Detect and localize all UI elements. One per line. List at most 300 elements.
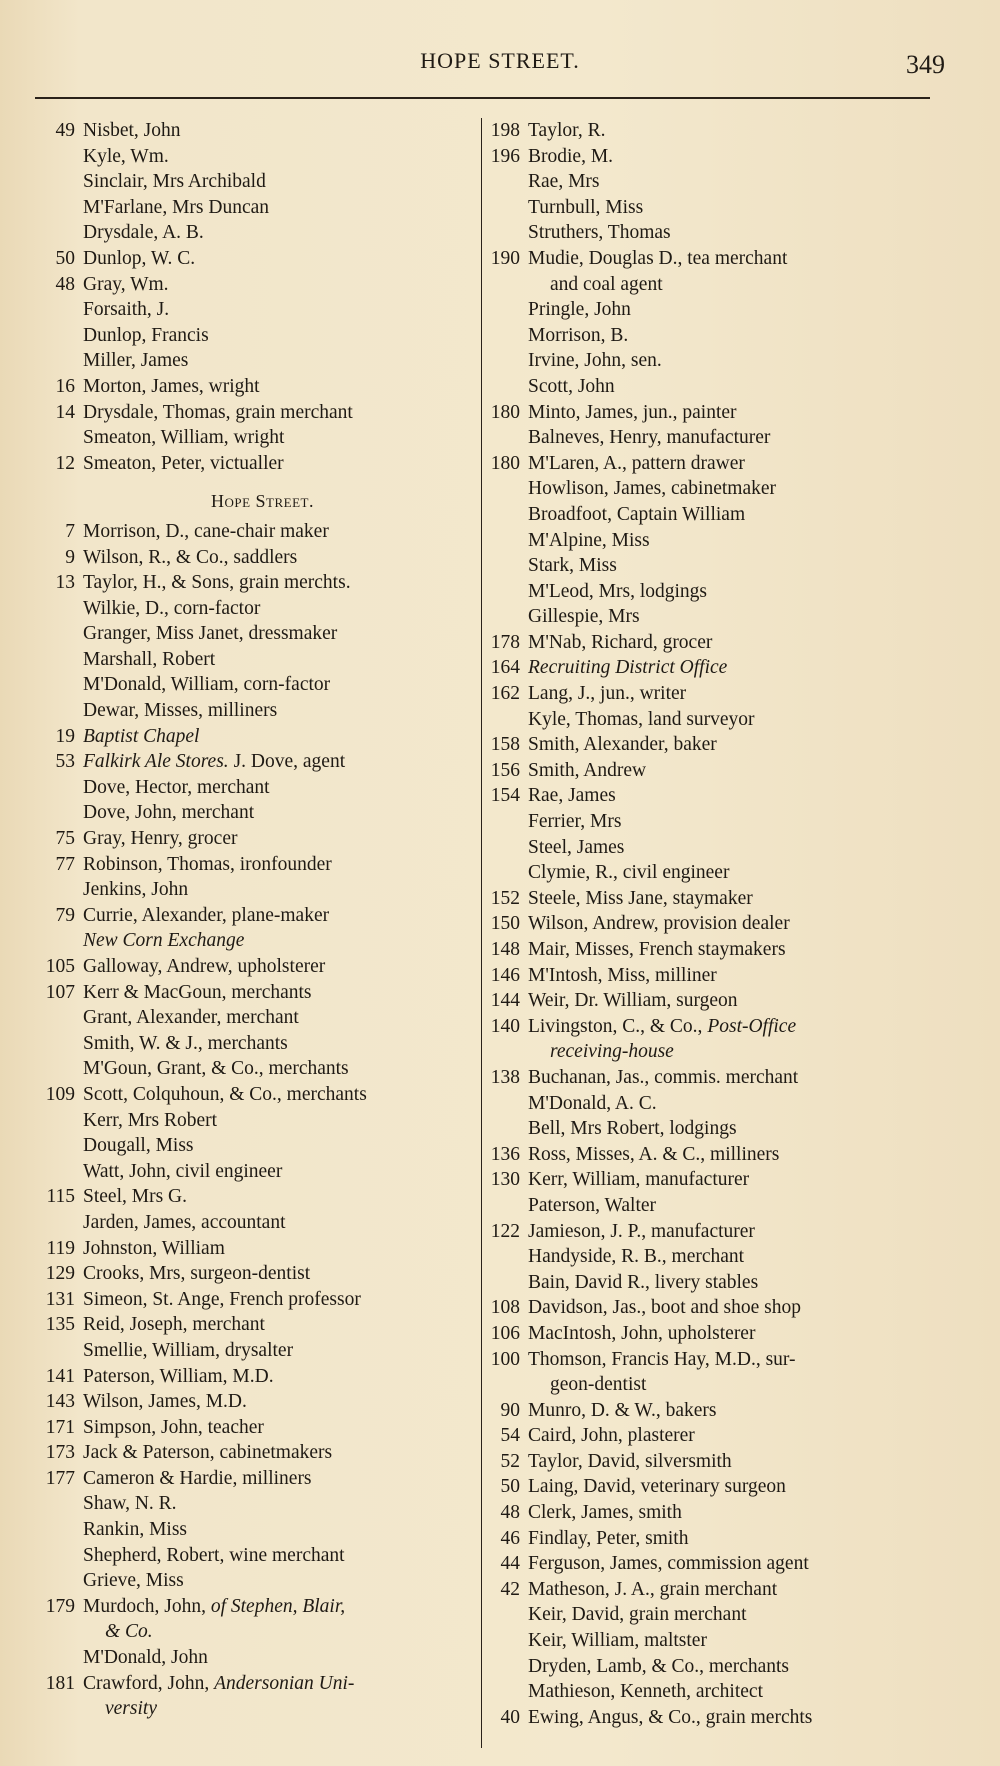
entry-text	[75, 1594, 345, 1620]
entry-name: Steel, Mrs G.	[83, 1186, 187, 1208]
entry-name: Paterson, Walter	[528, 1194, 657, 1216]
entry-name: Gray, Henry, grocer	[83, 828, 238, 850]
column-divider	[481, 118, 482, 1748]
directory-entry	[485, 348, 925, 374]
street-number: 106	[490, 1322, 520, 1344]
entry-name: Brodie, M.	[528, 145, 614, 167]
directory-entry	[485, 655, 925, 681]
entry-text	[520, 1116, 737, 1142]
directory-entry	[30, 118, 475, 144]
entry-name: New Corn Exchange	[83, 930, 245, 952]
entry-text	[520, 1321, 755, 1347]
entry-text	[520, 758, 646, 784]
entry-text	[520, 1474, 786, 1500]
directory-entry	[485, 220, 925, 246]
directory-entry	[485, 1347, 925, 1373]
entry-name: Murdoch, John,	[83, 1595, 211, 1617]
directory-entry	[485, 860, 925, 886]
directory-entry	[30, 1619, 475, 1645]
entry-text	[75, 980, 312, 1006]
entry-name: Grieve, Miss	[83, 1570, 184, 1592]
street-number: 179	[45, 1595, 75, 1617]
entry-italic-text: Andersonian Uni-	[214, 1672, 355, 1694]
entry-name: Pringle, John	[528, 299, 631, 321]
entry-text	[75, 724, 199, 750]
entry-name: Thomson, Francis Hay, M.D., sur-	[528, 1348, 796, 1370]
entry-text	[520, 118, 605, 144]
entry-text	[75, 1491, 177, 1517]
directory-entry	[30, 1517, 475, 1543]
directory-entry	[485, 374, 925, 400]
street-number: 190	[490, 247, 520, 269]
entry-text	[520, 144, 613, 170]
entry-text	[520, 1500, 682, 1526]
right-column	[485, 118, 925, 1730]
entry-text	[520, 1654, 789, 1680]
entry-text	[520, 604, 640, 630]
directory-entry	[30, 1543, 475, 1569]
entry-text	[75, 1184, 187, 1210]
entry-text	[75, 1671, 354, 1697]
directory-entry	[485, 1295, 925, 1321]
entry-name: Watt, John, civil engineer	[83, 1160, 283, 1182]
entry-text	[75, 596, 260, 622]
entry-text	[520, 937, 786, 963]
street-number: 196	[490, 145, 520, 167]
entry-italic-text: Falkirk Ale Stores.	[83, 751, 229, 773]
entry-text	[520, 297, 631, 323]
directory-entry	[30, 852, 475, 878]
directory-entry	[485, 1500, 925, 1526]
street-number: 177	[45, 1467, 75, 1489]
entry-text	[520, 1577, 777, 1603]
street-number: 198	[490, 120, 520, 141]
entry-name: Dryden, Lamb, & Co., merchants	[528, 1655, 790, 1677]
entry-text	[75, 1517, 187, 1543]
entry-name: Galloway, Andrew, upholsterer	[83, 956, 326, 977]
directory-entry	[485, 1628, 925, 1654]
entry-text	[520, 988, 738, 1014]
street-number: 152	[490, 887, 520, 909]
entry-text	[75, 348, 188, 374]
entry-text	[75, 800, 254, 826]
entry-name: Livingston, C., & Co.,	[528, 1015, 708, 1037]
entry-text	[520, 425, 770, 451]
street-number: 105	[45, 956, 75, 977]
directory-entry	[485, 911, 925, 937]
entry-text	[75, 1005, 299, 1031]
street-number: 9	[65, 546, 75, 568]
directory-entry	[30, 323, 475, 349]
directory-entry	[485, 144, 925, 170]
entry-text	[75, 1568, 184, 1594]
entry-name: M'Intosh, Miss, milliner	[528, 964, 717, 986]
entry-name: Ross, Misses, A. & C., milliners	[528, 1143, 780, 1165]
directory-entry	[30, 1082, 475, 1108]
entry-text	[75, 374, 260, 400]
directory-entry	[30, 1005, 475, 1031]
entry-name: M'Alpine, Miss	[528, 529, 650, 551]
directory-entry	[485, 118, 925, 144]
entry-name: Irvine, John, sen.	[528, 350, 662, 372]
entry-text	[75, 1261, 310, 1287]
directory-entry	[485, 1270, 925, 1296]
entry-name: Crooks, Mrs, surgeon-dentist	[83, 1263, 311, 1285]
directory-entry	[30, 1261, 475, 1287]
entry-name: Smeaton, Peter, victualler	[83, 452, 284, 474]
entry-name: Keir, David, grain merchant	[528, 1604, 747, 1626]
entry-text	[75, 1031, 288, 1057]
directory-entry	[485, 963, 925, 989]
directory-entry	[485, 400, 925, 426]
entry-name: Balneves, Henry, manufacturer	[528, 427, 771, 449]
directory-entry	[30, 749, 475, 775]
directory-entry	[30, 1594, 475, 1620]
entry-text	[75, 1056, 349, 1082]
directory-entry	[30, 1056, 475, 1082]
entry-text	[75, 1210, 286, 1236]
entry-text	[520, 272, 663, 298]
entry-text	[520, 1295, 801, 1321]
entry-name: Ewing, Angus, & Co., grain merchts	[528, 1706, 813, 1728]
street-number: 178	[490, 631, 520, 653]
directory-entry	[30, 1645, 475, 1671]
entry-text	[75, 323, 209, 349]
directory-entry	[30, 877, 475, 903]
entry-text	[75, 1645, 208, 1671]
entry-text	[75, 400, 353, 426]
entry-text	[520, 835, 624, 861]
street-number: 158	[490, 734, 520, 756]
directory-entry	[485, 1219, 925, 1245]
entry-name: Taylor, R.	[528, 120, 606, 141]
entry-text	[520, 1551, 809, 1577]
directory-entry	[485, 732, 925, 758]
directory-entry	[30, 374, 475, 400]
directory-entry	[30, 1440, 475, 1466]
directory-entry	[485, 1602, 925, 1628]
entry-text	[75, 1619, 153, 1645]
entry-name: Ferrier, Mrs	[528, 811, 622, 833]
street-number: 162	[490, 683, 520, 705]
entry-name: & Co.	[105, 1621, 153, 1643]
page-number: 349	[906, 50, 945, 79]
entry-text	[520, 1039, 674, 1065]
directory-entry	[485, 835, 925, 861]
entry-name: Kerr & MacGoun, merchants	[83, 981, 312, 1003]
entry-text	[520, 1193, 656, 1219]
entry-text	[75, 698, 277, 724]
entry-text	[75, 246, 195, 272]
header-rule	[35, 97, 930, 99]
directory-entry	[485, 1526, 925, 1552]
street-number: 16	[55, 375, 75, 397]
entry-text	[520, 732, 717, 758]
entry-text	[75, 1364, 274, 1390]
entry-name: Lang, J., jun., writer	[528, 683, 687, 705]
directory-entry	[485, 553, 925, 579]
entry-name: Kyle, Wm.	[83, 145, 169, 167]
directory-entry	[485, 1167, 925, 1193]
street-number: 75	[55, 828, 75, 850]
entry-text	[75, 1389, 247, 1415]
entry-text	[75, 425, 284, 451]
directory-entry	[30, 1133, 475, 1159]
page-title: HOPE STREET.	[420, 48, 580, 73]
directory-entry	[485, 783, 925, 809]
entry-text	[75, 647, 215, 673]
entry-name: Wilkie, D., corn-factor	[83, 597, 261, 619]
street-number: 143	[45, 1391, 75, 1413]
entry-name: Kyle, Thomas, land surveyor	[528, 708, 755, 730]
entry-name: Mudie, Douglas D., tea merchant	[528, 247, 788, 269]
street-number: 77	[55, 853, 75, 875]
entry-text	[75, 1159, 282, 1185]
directory-entry	[485, 272, 925, 298]
entry-text	[520, 528, 650, 554]
directory-entry	[485, 1142, 925, 1168]
entry-name: Clymie, R., civil engineer	[528, 862, 730, 884]
entry-text	[75, 1440, 332, 1466]
entry-text	[520, 1602, 747, 1628]
entry-text	[520, 963, 717, 989]
directory-entry	[30, 1415, 475, 1441]
directory-entry	[30, 519, 475, 545]
entry-name: Howlison, James, cabinetmaker	[528, 478, 777, 500]
entry-name: Weir, Dr. William, surgeon	[528, 990, 738, 1012]
entry-name: Smith, W. & J., merchants	[83, 1032, 288, 1054]
entry-name: Broadfoot, Captain William	[528, 503, 746, 525]
directory-entry	[30, 621, 475, 647]
directory-entry	[485, 1065, 925, 1091]
street-number: 181	[45, 1672, 75, 1694]
directory-entry	[30, 272, 475, 298]
directory-entry	[485, 476, 925, 502]
street-number: 12	[55, 452, 75, 474]
street-number: 156	[490, 759, 520, 781]
street-number: 90	[500, 1399, 520, 1421]
directory-entry	[485, 809, 925, 835]
entry-italic-text: of Stephen, Blair,	[210, 1595, 346, 1617]
directory-entry	[485, 528, 925, 554]
entry-name: M'Donald, A. C.	[528, 1092, 657, 1114]
entry-text	[520, 1526, 688, 1552]
street-number: 44	[500, 1553, 520, 1575]
entry-name: Smellie, William, drysalter	[83, 1339, 294, 1361]
entry-name: J. Dove, agent	[228, 751, 346, 773]
entry-text	[75, 1108, 217, 1134]
entry-text	[520, 1628, 707, 1654]
directory-entry	[30, 1287, 475, 1313]
entry-name: Morton, James, wright	[83, 375, 260, 397]
street-number: 140	[490, 1015, 520, 1037]
entry-text	[520, 195, 643, 221]
entry-name: and coal agent	[550, 273, 663, 295]
entry-name: Dove, John, merchant	[83, 802, 255, 824]
directory-entry	[30, 724, 475, 750]
entry-name: Baptist Chapel	[83, 725, 200, 747]
entry-name: receiving-house	[550, 1041, 674, 1063]
entry-text	[75, 1287, 361, 1313]
directory-entry	[485, 502, 925, 528]
left-column	[30, 118, 475, 1722]
entry-text	[75, 169, 266, 195]
directory-entry	[30, 570, 475, 596]
street-number: 154	[490, 785, 520, 807]
entry-name: Nisbet, John	[83, 120, 181, 141]
entry-name: M'Goun, Grant, & Co., merchants	[83, 1058, 349, 1080]
directory-entry	[485, 195, 925, 221]
entry-name: Keir, William, maltster	[528, 1630, 707, 1652]
street-number: 7	[65, 520, 75, 542]
entry-text	[520, 1014, 796, 1040]
directory-entry	[485, 579, 925, 605]
entry-name: Morrison, D., cane-chair maker	[83, 520, 329, 542]
entry-text	[520, 809, 621, 835]
entry-name: Jarden, James, accountant	[83, 1211, 286, 1233]
entry-name: Taylor, H., & Sons, grain merchts.	[83, 572, 351, 594]
directory-entry	[485, 1193, 925, 1219]
entry-name: Jamieson, J. P., manufacturer	[528, 1220, 755, 1242]
entry-name: Buchanan, Jas., commis. merchant	[528, 1066, 799, 1088]
entry-name: Jack & Paterson, cabinetmakers	[83, 1442, 333, 1464]
entry-text	[520, 553, 617, 579]
entry-name: Shaw, N. R.	[83, 1493, 177, 1515]
entry-name: Struthers, Thomas	[528, 222, 671, 244]
entry-text	[520, 400, 737, 426]
entry-text	[75, 621, 337, 647]
entry-text	[75, 672, 330, 698]
directory-entry	[30, 144, 475, 170]
entry-text	[520, 451, 745, 477]
directory-entry	[30, 1312, 475, 1338]
entry-name: Cameron & Hardie, milliners	[83, 1467, 312, 1489]
directory-entry	[30, 826, 475, 852]
entry-name: Sinclair, Mrs Archibald	[83, 171, 266, 193]
entry-text	[520, 783, 616, 809]
entry-name: Rae, James	[528, 785, 616, 807]
entry-text	[520, 1219, 755, 1245]
entry-text	[520, 1142, 779, 1168]
directory-entry	[485, 630, 925, 656]
entry-name: Smith, Alexander, baker	[528, 734, 717, 756]
directory-entry	[30, 698, 475, 724]
entry-text	[520, 911, 790, 937]
directory-entry	[30, 195, 475, 221]
entry-name: Caird, John, plasterer	[528, 1425, 695, 1447]
directory-entry	[485, 297, 925, 323]
entry-text	[520, 323, 628, 349]
entry-name: Ferguson, James, commission agent	[528, 1553, 809, 1575]
entry-name: Dewar, Misses, milliners	[83, 700, 278, 722]
street-number: 122	[490, 1220, 520, 1242]
entry-text	[75, 852, 332, 878]
entry-text	[520, 579, 707, 605]
entry-name: Minto, James, jun., painter	[528, 401, 737, 423]
entry-name: Handyside, R. B., merchant	[528, 1246, 745, 1268]
entry-name: Morrison, B.	[528, 324, 629, 346]
directory-entry	[30, 1184, 475, 1210]
directory-entry	[30, 220, 475, 246]
entry-name: Simeon, St. Ange, French professor	[83, 1288, 361, 1310]
entry-text	[520, 374, 615, 400]
entry-name: Drysdale, A. B.	[83, 222, 204, 244]
entry-text	[75, 1415, 264, 1441]
directory-entry	[485, 425, 925, 451]
entry-text	[520, 246, 787, 272]
directory-entry	[485, 1039, 925, 1065]
entry-name: Scott, Colquhoun, & Co., merchants	[83, 1083, 367, 1105]
entry-name: M'Nab, Richard, grocer	[528, 631, 713, 653]
directory-entry	[485, 1577, 925, 1603]
directory-entry	[485, 1398, 925, 1424]
entry-name: Wilson, R., & Co., saddlers	[83, 546, 298, 568]
entry-name: MacIntosh, John, upholsterer	[528, 1322, 756, 1344]
entry-name: Rankin, Miss	[83, 1519, 188, 1541]
entry-text	[520, 1398, 717, 1424]
directory-entry	[30, 169, 475, 195]
directory-entry	[485, 707, 925, 733]
entry-text	[75, 220, 204, 246]
entry-name: M'Laren, A., pattern drawer	[528, 452, 745, 474]
directory-entry	[485, 937, 925, 963]
directory-entry	[485, 886, 925, 912]
directory-entry	[30, 1159, 475, 1185]
entry-name: Reid, Joseph, merchant	[83, 1314, 265, 1336]
entry-text	[520, 1679, 763, 1705]
entry-text	[75, 1466, 312, 1492]
street-number: 130	[490, 1169, 520, 1191]
entry-name: Robinson, Thomas, ironfounder	[83, 853, 332, 875]
entry-text	[75, 775, 270, 801]
entry-name: Mair, Misses, French staymakers	[528, 939, 786, 960]
street-number: 164	[490, 657, 520, 679]
entry-name: geon-dentist	[550, 1374, 647, 1396]
entry-text	[75, 749, 345, 775]
entry-name: M'Donald, William, corn-factor	[83, 674, 331, 696]
entry-name: Grant, Alexander, merchant	[83, 1007, 299, 1029]
directory-entry	[485, 169, 925, 195]
directory-entry	[30, 297, 475, 323]
directory-entry	[485, 323, 925, 349]
street-number: 135	[45, 1314, 75, 1336]
street-number: 131	[45, 1288, 75, 1310]
entry-text	[75, 272, 169, 298]
directory-entry	[30, 400, 475, 426]
entry-name: Scott, John	[528, 375, 615, 397]
directory-entry	[30, 1568, 475, 1594]
entry-name: Crawford, John,	[83, 1672, 215, 1694]
directory-entry	[485, 604, 925, 630]
entry-text	[520, 655, 727, 681]
directory-entry	[30, 928, 475, 954]
directory-entry	[30, 1491, 475, 1517]
entry-text	[520, 1065, 798, 1091]
street-number: 129	[45, 1263, 75, 1285]
entry-text	[520, 1347, 796, 1373]
street-number: 173	[45, 1442, 75, 1464]
entry-name: Clerk, James, smith	[528, 1502, 682, 1524]
entry-name: Dunlop, W. C.	[83, 247, 196, 269]
entry-text	[75, 1082, 367, 1108]
directory-entry	[30, 596, 475, 622]
entry-name: Bain, David R., livery stables	[528, 1271, 759, 1293]
entry-name: Taylor, David, silversmith	[528, 1450, 732, 1472]
directory-entry	[30, 800, 475, 826]
entry-text	[75, 1236, 225, 1262]
entry-name: Paterson, William, M.D.	[83, 1365, 274, 1387]
entry-name: Miller, James	[83, 350, 189, 372]
